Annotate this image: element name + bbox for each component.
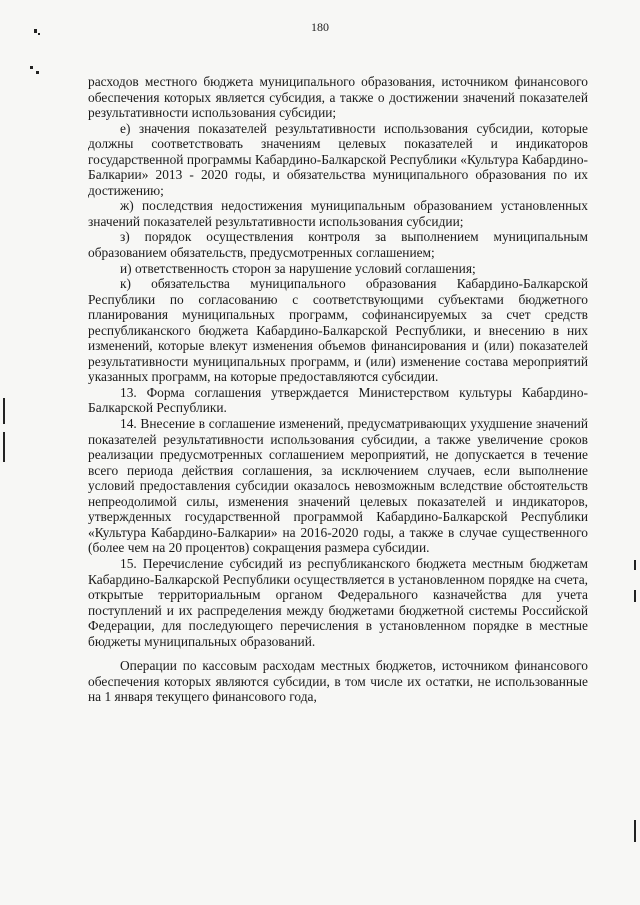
paragraph-item-k: к) обязательства муниципального образования Кабардино-Балкарской Республики по согласованию с соответствующими субъектами бюджетного планирования муниципальных программ, софинансируемых за счет средств республиканского бюджета Кабардино-Балкарской Республики, и внесению в них изменений, которые влекут изменения объемов финансирования и (или) показателей результативности муниципальных программ, и (или) изменение состава мероприятий указанных программ, на которые предоставляются субсидии. [88, 276, 588, 385]
paragraph-item-e: е) значения показателей результативности использования субсидии, которые должны соответствовать значениям целевых показателей и индикаторов государственной программы Кабардино-Балкарской Республики «Культура Кабардино-Балкарии» 2013 - 2020 годы, и обязательства муниципального образования по их достижению; [88, 120, 588, 198]
binding-mark [634, 560, 636, 570]
paragraph-item-i: и) ответственность сторон за нарушение условий соглашения; [120, 260, 476, 276]
paragraph-13: 13. Форма соглашения утверждается Министерством культуры Кабардино-Балкарской Республики. [88, 384, 588, 416]
binding-mark [3, 398, 5, 424]
paragraph-item-zh: ж) последствия недостижения муниципальным образованием установленных значений показателей результативности использования субсидии; [88, 198, 588, 229]
page-number: 180 [311, 20, 329, 34]
scan-speck [30, 66, 33, 69]
scan-speck [38, 33, 40, 35]
paragraph-operations: Операции по кассовым расходам местных бюджетов, источником финансового обеспечения которых являются субсидии, в том числе их остатки, не использованные на 1 января текущего финансового года, [88, 658, 588, 705]
binding-mark [3, 432, 5, 462]
binding-mark [634, 820, 636, 842]
paragraph-14: 14. Внесение в соглашение изменений, предусматривающих ухудшение значений показателей результативности использования субсидии, а также увеличение сроков реализации предусмотренных соглашением мероприятий, не допускается в течение всего периода действия соглашения, за исключением случаев, если выполнение условий предоставления субсидии оказалось невозможным вследствие обстоятельств непреодолимой силы, изменения значений целевых показателей и индикаторов, утвержденных государственной программой Кабардино-Балкарской Республики «Культура Кабардино-Балкарии» на 2016-2020 годы, а также в случае существенного (более чем на 20 процентов) сокращения размера субсидии. [88, 416, 588, 556]
scan-speck [36, 71, 39, 74]
paragraph-continuation: расходов местного бюджета муниципального образования, источником финансового обеспечения которых является субсидия, а также о достижении значений показателей результативности использования субсидии; [88, 74, 588, 121]
paragraph-15: 15. Перечисление субсидий из республиканского бюджета местным бюджетам Кабардино-Балкарской Республики осуществляется в установленном порядке на счета, открытые территориальным органом Федерального казначейства для учета поступлений и их распределения между бюджетами бюджетной системы Российской Федерации, для последующего перечисления в установленном порядке в местные бюджеты муниципальных образований. [88, 555, 588, 649]
document-body [88, 74, 588, 705]
scan-speck [34, 29, 37, 33]
paragraph-item-z: з) порядок осуществления контроля за выполнением муниципальным образованием обязательств, предусмотренных соглашением; [88, 229, 588, 261]
binding-mark [634, 590, 636, 602]
